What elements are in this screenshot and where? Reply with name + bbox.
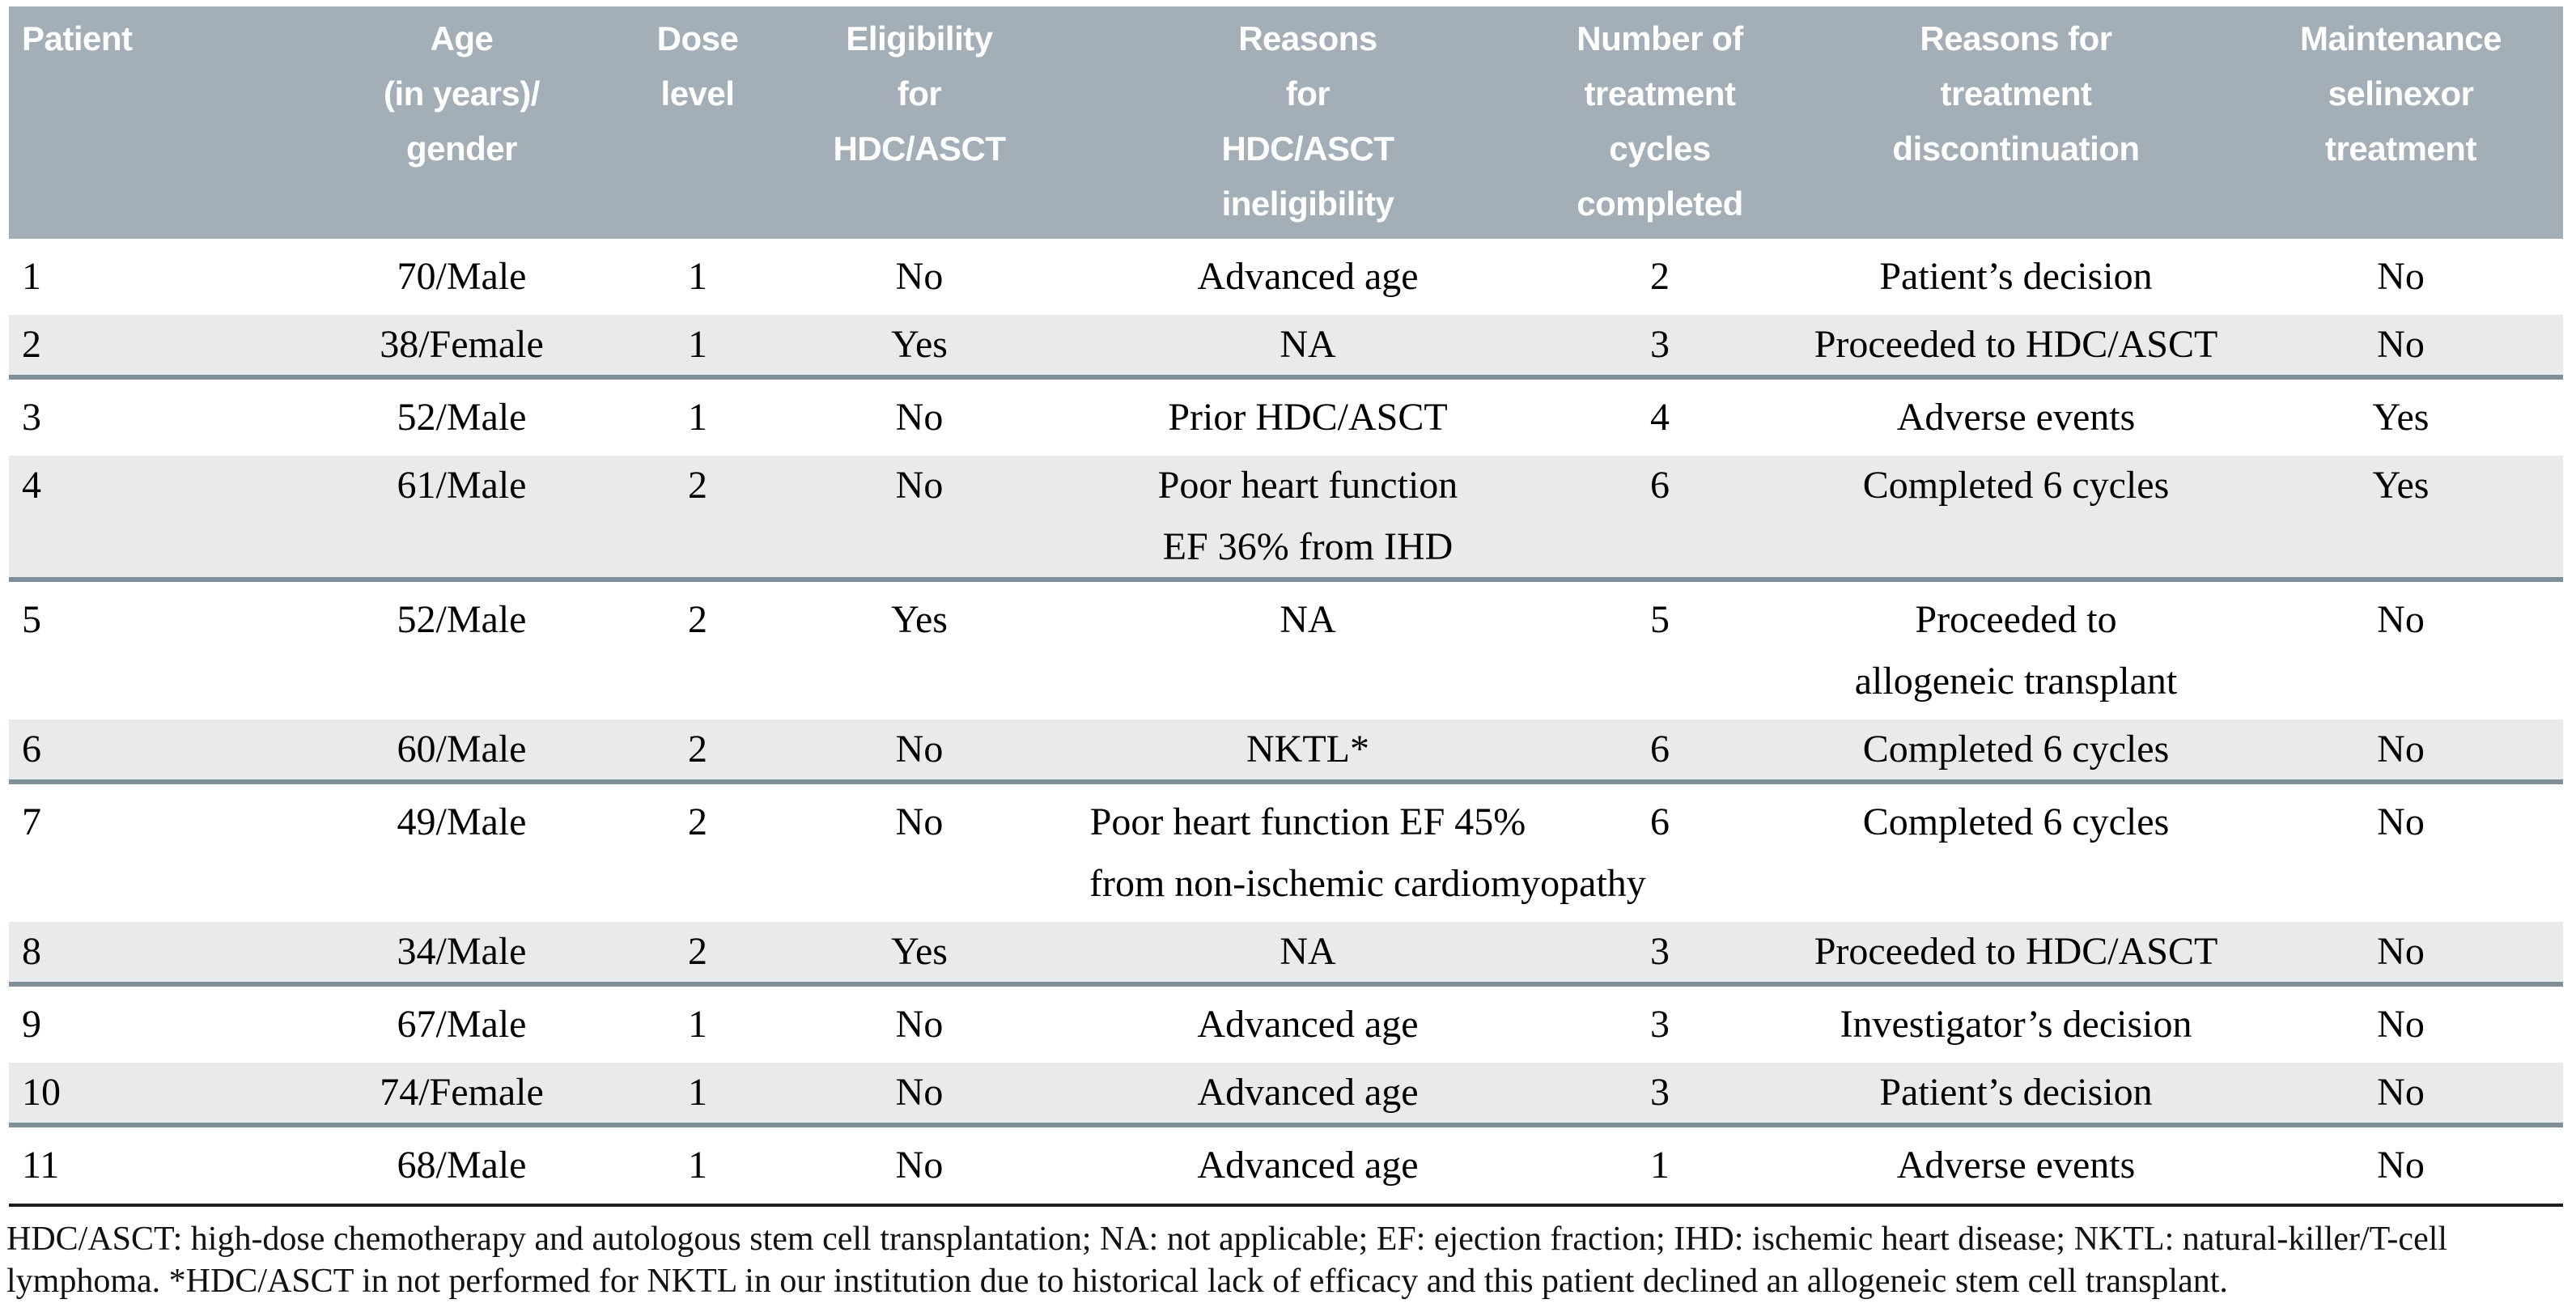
cell-line: No [895, 1144, 944, 1187]
table-row [9, 1125, 2563, 1205]
cell-line: 67/Male [397, 1003, 527, 1046]
cell-line: Poor heart function EF 45% [1089, 800, 1526, 843]
cell-line: 2 [688, 728, 707, 771]
header-line: level [660, 74, 735, 113]
cell-line: Prior HDC/ASCT [1168, 396, 1448, 439]
cell-line: NKTL* [1246, 728, 1369, 771]
cell-patient [9, 720, 278, 782]
cell-line: 1 [688, 255, 707, 298]
cell-line: 1 [688, 1071, 707, 1114]
header-line: ineligibility [1221, 185, 1394, 223]
table-header [9, 6, 2563, 239]
cell-line: 6 [22, 728, 41, 771]
cell-line: 34/Male [397, 930, 527, 973]
cell-line: NA [1280, 598, 1336, 641]
cell-patient [9, 1125, 278, 1205]
table-row [9, 984, 2563, 1063]
cell-line: Completed 6 cycles [1862, 728, 2170, 771]
cell-ineligibility [1089, 1125, 1526, 1205]
cell-line: 3 [22, 396, 41, 439]
cell-line: Yes [2372, 396, 2430, 439]
cell-age-gender [278, 782, 646, 922]
cell-line: 6 [1650, 800, 1670, 843]
header-cell-eligibility [749, 6, 1089, 239]
cell-cycles [1526, 1125, 1793, 1205]
header-row [9, 6, 2563, 239]
header-line: selinexor [2328, 74, 2474, 113]
cell-ineligibility [1089, 1063, 1526, 1125]
cell-line: Yes [891, 323, 948, 366]
header-line: Reasons for [1920, 19, 2112, 57]
cell-patient [9, 377, 278, 456]
header-line: Reasons [1238, 19, 1377, 57]
cell-cycles [1526, 580, 1793, 720]
header-cell-patient [9, 6, 278, 239]
cell-ineligibility [1089, 580, 1526, 720]
cell-age-gender [278, 984, 646, 1063]
cell-line: 2 [22, 323, 41, 366]
cell-line: NA [1280, 930, 1336, 973]
cell-line: 5 [1650, 598, 1670, 641]
cell-discontinuation [1793, 315, 2239, 377]
cell-eligibility [749, 377, 1089, 456]
header-line: for [897, 74, 942, 113]
cell-age-gender [278, 456, 646, 580]
cell-eligibility [749, 984, 1089, 1063]
cell-line: Yes [2372, 464, 2430, 507]
cell-cycles [1526, 239, 1793, 315]
table-row [9, 456, 2563, 580]
header-cell-age-gender [278, 6, 646, 239]
cell-discontinuation [1793, 239, 2239, 315]
cell-line: 1 [1650, 1144, 1670, 1187]
cell-line: 1 [688, 396, 707, 439]
cell-line: 11 [22, 1144, 60, 1187]
cell-dose-level [646, 1063, 749, 1125]
cell-ineligibility [1089, 984, 1526, 1063]
cell-maintenance [2239, 456, 2563, 580]
header-line: (in years)/ [384, 74, 540, 113]
cell-ineligibility [1089, 456, 1526, 580]
header-line: Eligibility [846, 19, 993, 57]
cell-line: No [2377, 255, 2425, 298]
header-line: gender [405, 130, 518, 168]
cell-line: No [895, 1071, 944, 1114]
cell-line: No [2377, 598, 2425, 641]
cell-eligibility [749, 580, 1089, 720]
header-line: Age [430, 19, 494, 57]
table-row [9, 922, 2563, 984]
cell-dose-level [646, 720, 749, 782]
table-row [9, 315, 2563, 377]
cell-line: 3 [1650, 1003, 1670, 1046]
cell-line: Advanced age [1197, 1003, 1419, 1046]
cell-line: 52/Male [397, 396, 527, 439]
cell-age-gender [278, 315, 646, 377]
cell-line: No [895, 1003, 944, 1046]
cell-line: 49/Male [397, 800, 527, 843]
cell-line: No [2377, 728, 2425, 771]
cell-line: 7 [22, 800, 41, 843]
cell-dose-level [646, 922, 749, 984]
cell-line: 61/Male [397, 464, 527, 507]
cell-patient [9, 922, 278, 984]
cell-age-gender [278, 1063, 646, 1125]
patients-table [9, 6, 2563, 1207]
cell-cycles [1526, 922, 1793, 984]
cell-line: 2 [688, 800, 707, 843]
header-line: treatment [1584, 74, 1736, 113]
cell-dose-level [646, 782, 749, 922]
header-line: Patient [22, 19, 133, 57]
cell-cycles [1526, 720, 1793, 782]
cell-eligibility [749, 239, 1089, 315]
cell-line: Advanced age [1197, 1071, 1419, 1114]
header-cell-discontinuation [1793, 6, 2239, 239]
cell-line: No [2377, 800, 2425, 843]
cell-line: No [2377, 1144, 2425, 1187]
cell-line: 6 [1650, 464, 1670, 507]
header-line: treatment [2325, 130, 2476, 168]
cell-discontinuation [1793, 580, 2239, 720]
cell-maintenance [2239, 239, 2563, 315]
cell-patient [9, 456, 278, 580]
cell-line: 2 [688, 598, 707, 641]
table-row [9, 782, 2563, 922]
cell-discontinuation [1793, 377, 2239, 456]
cell-line: Yes [891, 930, 948, 973]
cell-patient [9, 315, 278, 377]
header-line: treatment [1940, 74, 2092, 113]
cell-age-gender [278, 720, 646, 782]
cell-discontinuation [1793, 922, 2239, 984]
cell-maintenance [2239, 580, 2563, 720]
cell-line: 1 [22, 255, 41, 298]
cell-dose-level [646, 377, 749, 456]
cell-line: Patient’s decision [1879, 1071, 2153, 1114]
header-cell-maintenance [2239, 6, 2563, 239]
cell-line: Proceeded to [1915, 598, 2117, 641]
cell-discontinuation [1793, 456, 2239, 580]
header-cell-ineligibility [1089, 6, 1526, 239]
cell-line: Investigator’s decision [1840, 1003, 2192, 1046]
cell-ineligibility [1089, 720, 1526, 782]
header-line: for [1285, 74, 1330, 113]
cell-eligibility [749, 1125, 1089, 1205]
cell-line: No [2377, 1003, 2425, 1046]
cell-dose-level [646, 456, 749, 580]
table-row [9, 720, 2563, 782]
cell-line: 6 [1650, 728, 1670, 771]
cell-patient [9, 1063, 278, 1125]
table-row [9, 580, 2563, 720]
cell-line: 38/Female [380, 323, 544, 366]
cell-line: Advanced age [1197, 255, 1419, 298]
cell-line: No [895, 464, 944, 507]
cell-line: 60/Male [397, 728, 527, 771]
cell-maintenance [2239, 984, 2563, 1063]
table-footnote [6, 1218, 2572, 1302]
cell-line: Proceeded to HDC/ASCT [1814, 323, 2218, 366]
header-line: completed [1577, 185, 1743, 223]
cell-patient [9, 984, 278, 1063]
cell-cycles [1526, 377, 1793, 456]
cell-line: 3 [1650, 930, 1670, 973]
cell-line: from non-ischemic cardiomyopathy [1089, 862, 1646, 905]
cell-line: 3 [1650, 323, 1670, 366]
cell-line: Advanced age [1197, 1144, 1419, 1187]
cell-discontinuation [1793, 1063, 2239, 1125]
cell-line: 9 [22, 1003, 41, 1046]
cell-age-gender [278, 580, 646, 720]
cell-line: Adverse events [1896, 1144, 2136, 1187]
cell-line: Adverse events [1896, 396, 2136, 439]
cell-age-gender [278, 1125, 646, 1205]
cell-dose-level [646, 239, 749, 315]
cell-age-gender [278, 377, 646, 456]
cell-maintenance [2239, 720, 2563, 782]
header-line: HDC/ASCT [833, 130, 1006, 168]
cell-cycles [1526, 1063, 1793, 1125]
cell-eligibility [749, 922, 1089, 984]
cell-line: 70/Male [397, 255, 527, 298]
cell-maintenance [2239, 377, 2563, 456]
cell-eligibility [749, 1063, 1089, 1125]
cell-cycles [1526, 984, 1793, 1063]
header-line: Maintenance [2300, 19, 2502, 57]
cell-line: No [895, 800, 944, 843]
cell-discontinuation [1793, 720, 2239, 782]
cell-dose-level [646, 1125, 749, 1205]
cell-ineligibility [1089, 315, 1526, 377]
cell-ineligibility [1089, 782, 1646, 922]
cell-line: 74/Female [380, 1071, 544, 1114]
cell-line: Yes [891, 598, 948, 641]
cell-cycles [1526, 456, 1793, 580]
cell-line: allogeneic transplant [1854, 660, 2178, 703]
cell-discontinuation [1793, 782, 2239, 922]
cell-line: EF 36% from IHD [1162, 525, 1454, 568]
cell-patient [9, 580, 278, 720]
cell-eligibility [749, 720, 1089, 782]
cell-patient [9, 239, 278, 315]
cell-line: 8 [22, 930, 41, 973]
cell-line: 1 [688, 1144, 707, 1187]
cell-eligibility [749, 782, 1089, 922]
cell-line: No [2377, 323, 2425, 366]
cell-maintenance [2239, 782, 2563, 922]
cell-maintenance [2239, 1125, 2563, 1205]
cell-age-gender [278, 239, 646, 315]
cell-line: 1 [688, 323, 707, 366]
cell-line: No [895, 255, 944, 298]
cell-eligibility [749, 456, 1089, 580]
cell-line: No [895, 396, 944, 439]
cell-maintenance [2239, 922, 2563, 984]
cell-line: Poor heart function [1157, 464, 1458, 507]
cell-line: Proceeded to HDC/ASCT [1814, 930, 2218, 973]
header-line: HDC/ASCT [1221, 130, 1394, 168]
cell-maintenance [2239, 1063, 2563, 1125]
cell-line: 68/Male [397, 1144, 527, 1187]
cell-dose-level [646, 984, 749, 1063]
cell-line: 4 [22, 464, 41, 507]
table-row [9, 239, 2563, 315]
cell-line: 5 [22, 598, 41, 641]
patients-table-wrap [9, 6, 2563, 1207]
cell-line: 52/Male [397, 598, 527, 641]
header-line: cycles [1609, 130, 1711, 168]
cell-discontinuation [1793, 984, 2239, 1063]
cell-line: 2 [1650, 255, 1670, 298]
cell-dose-level [646, 580, 749, 720]
footnote-line-2: lymphoma. *HDC/ASCT in not performed for NKTL in our institution due to historical lack of efficacy and this patient declined an allogeneic stem cell transplant. [6, 1263, 2228, 1300]
cell-ineligibility [1089, 239, 1526, 315]
cell-dose-level [646, 315, 749, 377]
cell-cycles [1526, 315, 1793, 377]
table-row [9, 377, 2563, 456]
cell-age-gender [278, 922, 646, 984]
header-cell-cycles [1526, 6, 1793, 239]
cell-ineligibility [1089, 922, 1526, 984]
cell-line: 4 [1650, 396, 1670, 439]
cell-line: No [2377, 930, 2425, 973]
cell-maintenance [2239, 315, 2563, 377]
cell-ineligibility [1089, 377, 1526, 456]
cell-line: 1 [688, 1003, 707, 1046]
header-line: Dose [656, 19, 739, 57]
header-line: Number of [1577, 19, 1743, 57]
cell-line: 3 [1650, 1071, 1670, 1114]
cell-line: Completed 6 cycles [1862, 464, 2170, 507]
footnote-line-1: HDC/ASCT: high-dose chemotherapy and autologous stem cell transplantation; NA: not applicable; EF: ejection fraction; IHD: ischemic heart disease; NKTL: natural-killer/T-cell [6, 1221, 2448, 1258]
cell-line: 2 [688, 464, 707, 507]
cell-line: 2 [688, 930, 707, 973]
cell-discontinuation [1793, 1125, 2239, 1205]
header-line: discontinuation [1892, 130, 2140, 168]
cell-line: No [2377, 1071, 2425, 1114]
cell-patient [9, 782, 278, 922]
cell-line: NA [1280, 323, 1336, 366]
cell-line: Completed 6 cycles [1862, 800, 2170, 843]
cell-line: 10 [22, 1071, 61, 1114]
cell-line: No [895, 728, 944, 771]
cell-eligibility [749, 315, 1089, 377]
table-row [9, 1063, 2563, 1125]
table-body [9, 239, 2563, 1205]
header-cell-dose-level [646, 6, 749, 239]
cell-line: Patient’s decision [1879, 255, 2153, 298]
